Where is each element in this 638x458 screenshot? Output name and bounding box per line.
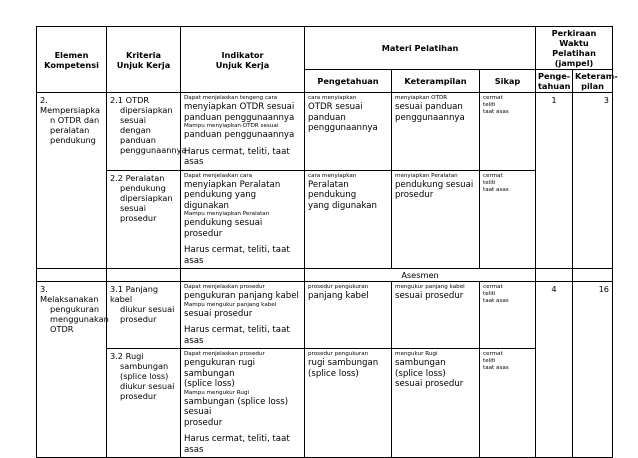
kuk-cell: 3.1 Panjang kabel diukur sesuai prosedur [107,282,181,349]
table-row [37,170,613,269]
table-row [37,269,613,282]
indikator-cell: Dapat menjelaskan cara menyiapkan Peralatan pendukung yang digunakan Mampu menyiapkan Peralatan pendukung sesuai prosedur Harus cermat, teliti, taat asas [181,170,305,269]
table-row [37,282,613,349]
jampel-keterampilan: 16 [573,282,613,458]
kuk-cell: 2.2 Peralatan pendukung dipersiapkan sesuai prosedur [107,170,181,269]
elemen-cell: 3. Melaksanakan pengukuran menggunakan OTDR [37,282,107,458]
header-keterampilan-short: Keteram- pilan [573,70,613,93]
kuk-cell: 3.2 Rugi sambungan (splice loss) diukur sesuai prosedur [107,349,181,458]
sikap-cell: cermat teliti taat asas [480,170,536,269]
asesmen-spacer [536,269,573,282]
keterampilan-cell: mengukur panjang kabel sesuai prosedur [392,282,480,349]
training-table [36,26,618,458]
header-elemen: Elemen Kompetensi [37,27,107,93]
table-row [37,93,613,171]
asesmen-spacer [573,269,613,282]
jampel-keterampilan: 3 [573,93,613,269]
table-row [37,349,613,458]
indikator-cell: Dapat menjelaskan prosedur pengukuran panjang kabel Mampu mengukur panjang kabel sesuai prosedur Harus cermat, teliti, taat asas [181,282,305,349]
header-indikator: Indikator Unjuk Kerja [181,27,305,93]
kuk-cell: 2.1 OTDR dipersiapkan sesuai dengan panduan penggunaannya [107,93,181,171]
header-keterampilan: Keterampilan [392,70,480,93]
indikator-cell: Dapat menjelaskan tengeng cara menyiapkan OTDR sesuai panduan penggunaannya Mampu menyiapkan OTDR sesuai panduan penggunaannya Harus cermat, teliti, taat asas [181,93,305,171]
pengetahuan-cell: cara menyiapkan Peralatan pendukung yang digunakan [305,170,392,269]
pengetahuan-cell: cara menyiapkan OTDR sesuai panduan penggunaannya [305,93,392,171]
header-pengetahuan-short: Penge- tahuan [536,70,573,93]
jampel-pengetahuan: 4 [536,282,573,458]
asesmen-label: Asesmen [305,269,536,282]
pengetahuan-cell: prosedur pengukuran rugi sambungan (splice loss) [305,349,392,458]
keterampilan-cell: menyiapkan OTDR sesuai panduan penggunaannya [392,93,480,171]
indikator-cell: Dapat menjelaskan prosedur pengukuran rugi sambungan (splice loss) Mampu mengukur Rugi sambungan (splice loss) sesuai prosedur Harus cermat, teliti, taat asas [181,349,305,458]
keterampilan-cell: mengukur Rugi sambungan (splice loss) sesuai prosedur [392,349,480,458]
jampel-pengetahuan: 1 [536,93,573,269]
header-materi: Materi Pelatihan [305,27,536,70]
asesmen-spacer [181,269,305,282]
sikap-cell: cermat teliti taat asas [480,93,536,171]
elemen-cell: 2. Mempersiapka n OTDR dan peralatan pendukung [37,93,107,269]
asesmen-spacer [37,269,107,282]
asesmen-spacer [107,269,181,282]
sikap-cell: cermat teliti taat asas [480,349,536,458]
header-kriteria: Kriteria Unjuk Kerja [107,27,181,93]
keterampilan-cell: menyiapkan Peralatan pendukung sesuai prosedur [392,170,480,269]
sikap-cell: cermat teliti taat asas [480,282,536,349]
pengetahuan-cell: prosedur pengukuran panjang kabel [305,282,392,349]
header-sikap: Sikap [480,70,536,93]
header-perkiraan: Perkiraan Waktu Pelatihan (jampel) [536,27,613,70]
header-pengetahuan: Pengetahuan [305,70,392,93]
